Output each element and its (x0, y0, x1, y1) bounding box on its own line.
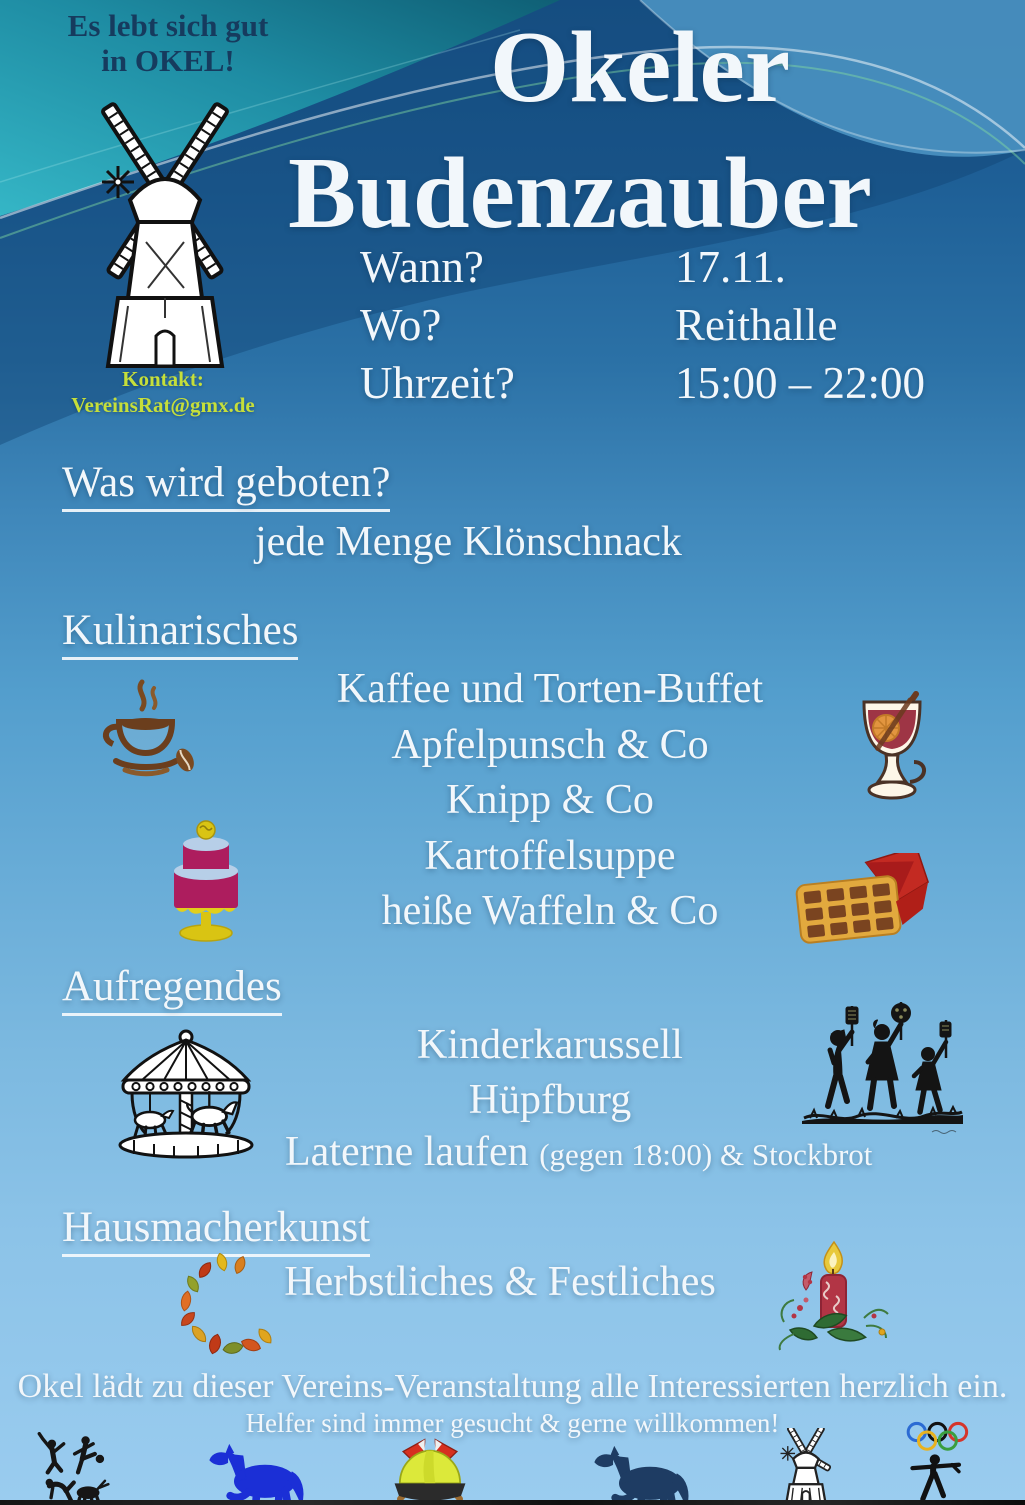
contact-label: Kontakt: (122, 367, 204, 391)
photo-bottom-edge (0, 1500, 1025, 1505)
lantern-walk-main: Laterne laufen (285, 1129, 529, 1175)
punch-glass-icon (848, 690, 938, 822)
exciting-item: Kinderkarussell (417, 1022, 683, 1068)
blue-horse-icon (203, 1444, 315, 1505)
coffee-cup-icon (90, 676, 202, 786)
lantern-walk-suffix: (gegen 18:00) & Stockbrot (539, 1137, 873, 1172)
tagline (38, 8, 298, 78)
footer-invitation: Okel lädt zu dieser Vereins-Veranstaltung alle Interessierten herzlich ein. (17, 1368, 1008, 1405)
fire-brigade-icon (381, 1432, 479, 1505)
time-value: 15:00 – 22:00 (675, 358, 926, 408)
exciting-heading: Aufregendes (62, 962, 282, 1012)
offer-subline: jede Menge Klönschnack (255, 519, 682, 565)
carousel-icon (110, 1028, 262, 1160)
where-label: Wo? (360, 300, 442, 350)
small-windmill-icon (762, 1428, 848, 1505)
olympic-shooter-icon (892, 1420, 988, 1505)
culinary-item: heiße Waffeln & Co (381, 888, 719, 934)
time-label: Uhrzeit? (360, 358, 515, 408)
culinary-item: Kaffee und Torten-Buffet (336, 666, 764, 712)
contact-block (28, 366, 298, 418)
homemade-heading: Hausmacherkunst (62, 1203, 370, 1253)
waffle-icon (793, 853, 935, 951)
cake-icon (158, 810, 254, 948)
tagline-line2: in OKEL! (101, 43, 235, 78)
poster-title-line2: Budenzauber (288, 137, 872, 250)
tagline-line1: Es lebt sich gut (67, 8, 269, 43)
offer-heading: Was wird geboten? (62, 458, 390, 508)
lantern-children-icon (800, 1000, 966, 1150)
contact-email: VereinsRat@gmx.de (71, 393, 255, 417)
culinary-heading: Kulinarisches (62, 606, 298, 656)
exciting-item: Hüpfburg (468, 1077, 632, 1123)
culinary-item: Kartoffelsuppe (424, 832, 676, 879)
when-label: Wann? (360, 242, 484, 292)
candle-icon (770, 1238, 898, 1353)
fantail (102, 166, 134, 198)
culinary-item: Knipp & Co (446, 777, 654, 823)
culinary-item: Apfelpunsch & Co (391, 721, 709, 768)
autumn-leaves-icon (172, 1253, 277, 1358)
sports-club-icon (30, 1432, 126, 1505)
poster-title-line1: Okeler (489, 11, 791, 124)
navy-horse-icon (588, 1446, 700, 1505)
homemade-item: Herbstliches & Festliches (284, 1259, 716, 1305)
footer-helpers: Helfer sind immer gesucht & gerne willkommen! (245, 1408, 780, 1438)
where-value: Reithalle (675, 300, 838, 350)
when-value: 17.11. (675, 242, 786, 292)
